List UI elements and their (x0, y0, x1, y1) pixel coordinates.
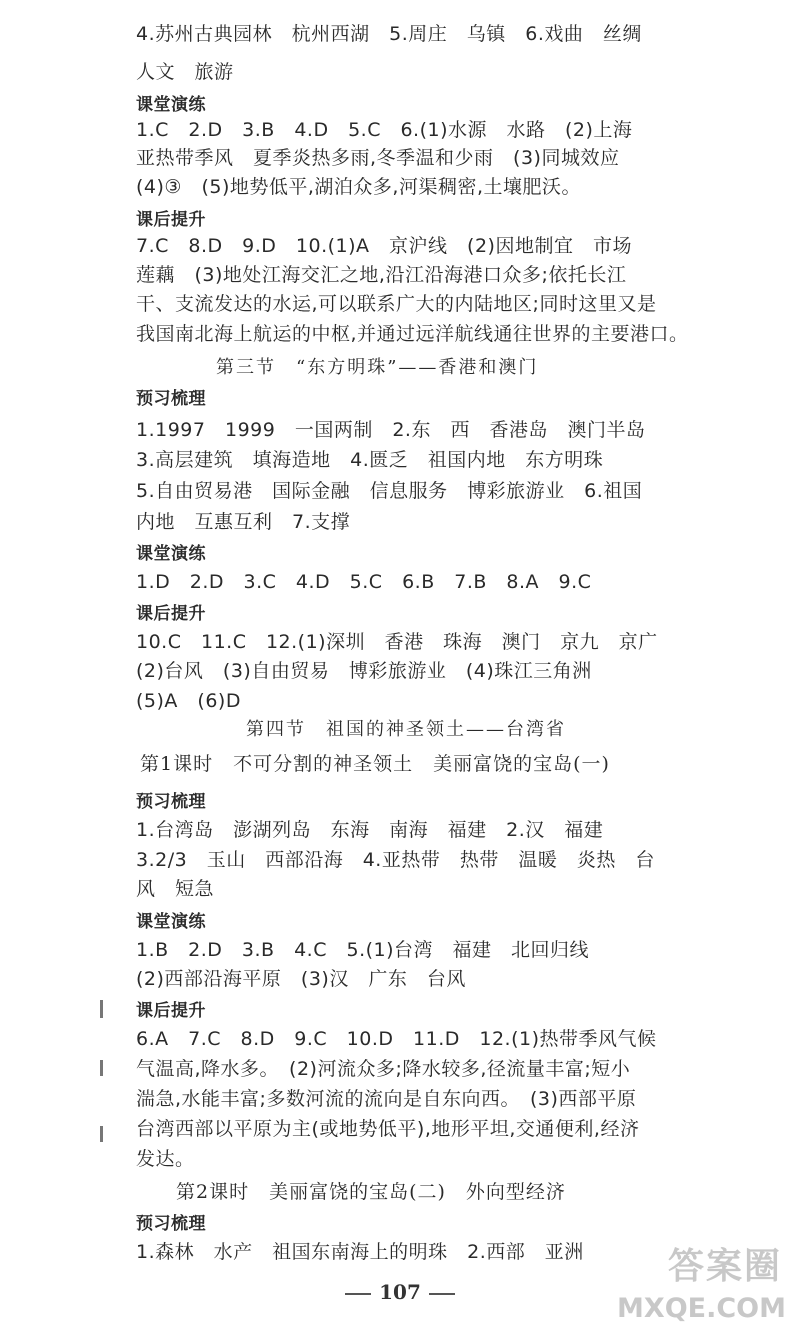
text-line: (5)A (6)D (136, 690, 241, 712)
watermark-title: 答案圈 (667, 1246, 782, 1287)
section-label: 预习梳理 (136, 389, 206, 409)
text-line: 7.C 8.D 9.D 10.(1)A 京沪线 (2)因地制宜 市场 (136, 235, 632, 257)
text-line: 6.A 7.C 8.D 9.C 10.D 11.D 12.(1)热带季风气候 (136, 1028, 657, 1050)
text-line: 1.台湾岛 澎湖列岛 东海 南海 福建 2.汉 福建 (136, 819, 604, 841)
text-line: 1.B 2.D 3.B 4.C 5.(1)台湾 福建 北回归线 (136, 939, 590, 961)
text-line: 3.2/3 玉山 西部沿海 4.亚热带 热带 温暖 炎热 台 (136, 849, 655, 871)
page-number-dash (345, 1293, 371, 1295)
margin-mark (100, 1000, 103, 1018)
text-line: 10.C 11.C 12.(1)深圳 香港 珠海 澳门 京九 京广 (136, 631, 658, 653)
text-line: 亚热带季风 夏季炎热多雨,冬季温和少雨 (3)同城效应 (136, 147, 620, 169)
text-line: 1.森林 水产 祖国东南海上的明珠 2.西部 亚洲 (136, 1241, 584, 1263)
text-line: 4.苏州古典园林 杭州西湖 5.周庄 乌镇 6.戏曲 丝绸 (136, 23, 642, 45)
text-line: 台湾西部以平原为主(或地势低平),地形平坦,交通便利,经济 (136, 1118, 640, 1140)
section-label: 课后提升 (136, 604, 206, 624)
text-line: 1.C 2.D 3.B 4.D 5.C 6.(1)水源 水路 (2)上海 (136, 119, 633, 141)
lesson-title: 第1课时 不可分割的神圣领土 美丽富饶的宝岛(一) (140, 753, 610, 775)
section-label: 预习梳理 (136, 792, 206, 812)
section-label: 预习梳理 (136, 1214, 206, 1234)
watermark-url: MXQE.COM (617, 1293, 786, 1324)
text-line: 气温高,降水多。 (2)河流众多;降水较多,径流量丰富;短小 (136, 1058, 631, 1080)
text-line: (2)西部沿海平原 (3)汉 广东 台风 (136, 968, 466, 990)
text-line: 5.自由贸易港 国际金融 信息服务 博彩旅游业 6.祖国 (136, 480, 643, 502)
text-line: 内地 互惠互利 7.支撑 (136, 511, 351, 533)
text-line: 3.高层建筑 填海造地 4.匮乏 祖国内地 东方明珠 (136, 449, 604, 471)
section-label: 课后提升 (136, 1001, 206, 1021)
text-line: 发达。 (136, 1148, 195, 1170)
section-label: 课堂演练 (136, 95, 206, 115)
page-number-dash (429, 1293, 455, 1295)
section-title: 第四节 祖国的神圣领土——台湾省 (246, 719, 566, 740)
section-title: 第三节 “东方明珠”——香港和澳门 (216, 357, 539, 378)
section-label: 课堂演练 (136, 544, 206, 564)
lesson-title: 第2课时 美丽富饶的宝岛(二) 外向型经济 (176, 1181, 566, 1203)
text-line: 干、支流发达的水运,可以联系广大的内陆地区;同时这里又是 (136, 293, 657, 315)
margin-mark (100, 1126, 103, 1142)
text-line: (2)台风 (3)自由贸易 博彩旅游业 (4)珠江三角洲 (136, 660, 592, 682)
watermark-logo (600, 1238, 790, 1324)
text-line: 莲藕 (3)地处江海交汇之地,沿江沿海港口众多;依托长江 (136, 264, 627, 286)
text-line: 1.1997 1999 一国两制 2.东 西 香港岛 澳门半岛 (136, 419, 646, 441)
text-line: 湍急,水能丰富;多数河流的流向是自东向西。 (3)西部平原 (136, 1088, 637, 1110)
text-line: 我国南北海上航运的中枢,并通过远洋航线通往世界的主要港口。 (136, 323, 689, 345)
section-label: 课后提升 (136, 210, 206, 230)
section-label: 课堂演练 (136, 912, 206, 932)
margin-mark (100, 1060, 103, 1076)
text-line: 人文 旅游 (136, 61, 234, 83)
text-line: (4)③ (5)地势低平,湖泊众多,河渠稠密,土壤肥沃。 (136, 176, 581, 198)
page-number-text: 107 (379, 1280, 421, 1304)
text-line: 1.D 2.D 3.C 4.D 5.C 6.B 7.B 8.A 9.C (136, 571, 592, 593)
text-line: 风 短急 (136, 878, 215, 900)
